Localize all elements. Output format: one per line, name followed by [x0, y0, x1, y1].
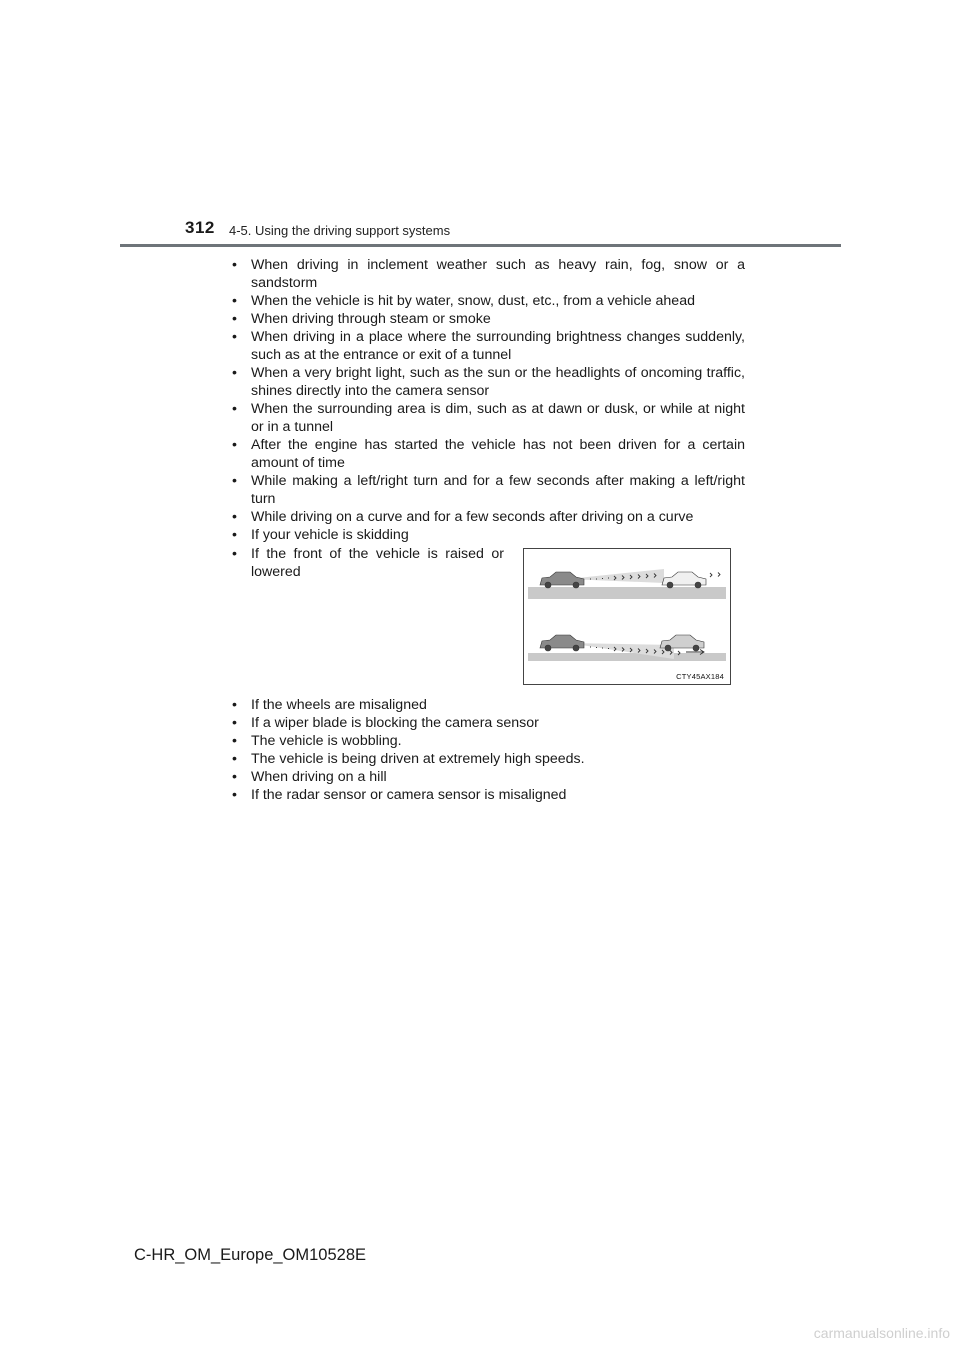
list-item: • When driving in a place where the surrounding brightness changes suddenly, such as at the entrance or exit of a tunnel: [232, 328, 745, 364]
car-icon: [662, 572, 706, 588]
conditions-list-bottom: [232, 696, 745, 804]
list-item: • While making a left/right turn and for a few seconds after making a left/right turn: [232, 472, 745, 508]
list-item: • If the radar sensor or camera sensor is misaligned: [232, 786, 745, 804]
list-item: • When driving on a hill: [232, 768, 745, 786]
figure-illustration: [524, 549, 730, 684]
list-item: • When the vehicle is hit by water, snow, dust, etc., from a vehicle ahead: [232, 292, 745, 310]
list-item: • After the engine has started the vehicle has not been driven for a certain amount of time: [232, 436, 745, 472]
list-item: • If your vehicle is skidding: [232, 526, 745, 544]
list-item: • When driving through steam or smoke: [232, 310, 745, 328]
road-surface-top: [528, 587, 726, 599]
list-item: • If the front of the vehicle is raised or lowered: [232, 545, 504, 581]
page-number: 312: [185, 218, 215, 237]
road-surface-bottom: [528, 653, 726, 661]
conditions-list-figure-side: [232, 545, 504, 581]
header-rule: [120, 244, 841, 247]
car-icon: [540, 635, 584, 651]
list-item: • While driving on a curve and for a few seconds after driving on a curve: [232, 508, 745, 526]
list-item: • When a very bright light, such as the sun or the headlights of oncoming traffic, shines directly into the camera sensor: [232, 364, 745, 400]
list-item: • When driving in inclement weather such as heavy rain, fog, snow or a sandstorm: [232, 256, 745, 292]
car-icon: [540, 572, 584, 588]
document-code: C-HR_OM_Europe_OM10528E: [134, 1246, 367, 1264]
list-item: • If a wiper blade is blocking the camera sensor: [232, 714, 745, 732]
conditions-list-top: [232, 256, 745, 544]
list-item: • The vehicle is wobbling.: [232, 732, 745, 750]
figure-code: CTY45AX184: [676, 672, 724, 681]
watermark: carmanualsonline.info: [813, 1325, 950, 1341]
section-title: 4-5. Using the driving support systems: [229, 223, 451, 238]
car-icon: [660, 635, 704, 651]
vehicle-pitch-figure: [523, 548, 731, 685]
list-item: • The vehicle is being driven at extremely high speeds.: [232, 750, 745, 768]
list-item: • When the surrounding area is dim, such as at dawn or dusk, or while at night or in a tunnel: [232, 400, 745, 436]
list-item: • If the wheels are misaligned: [232, 696, 745, 714]
